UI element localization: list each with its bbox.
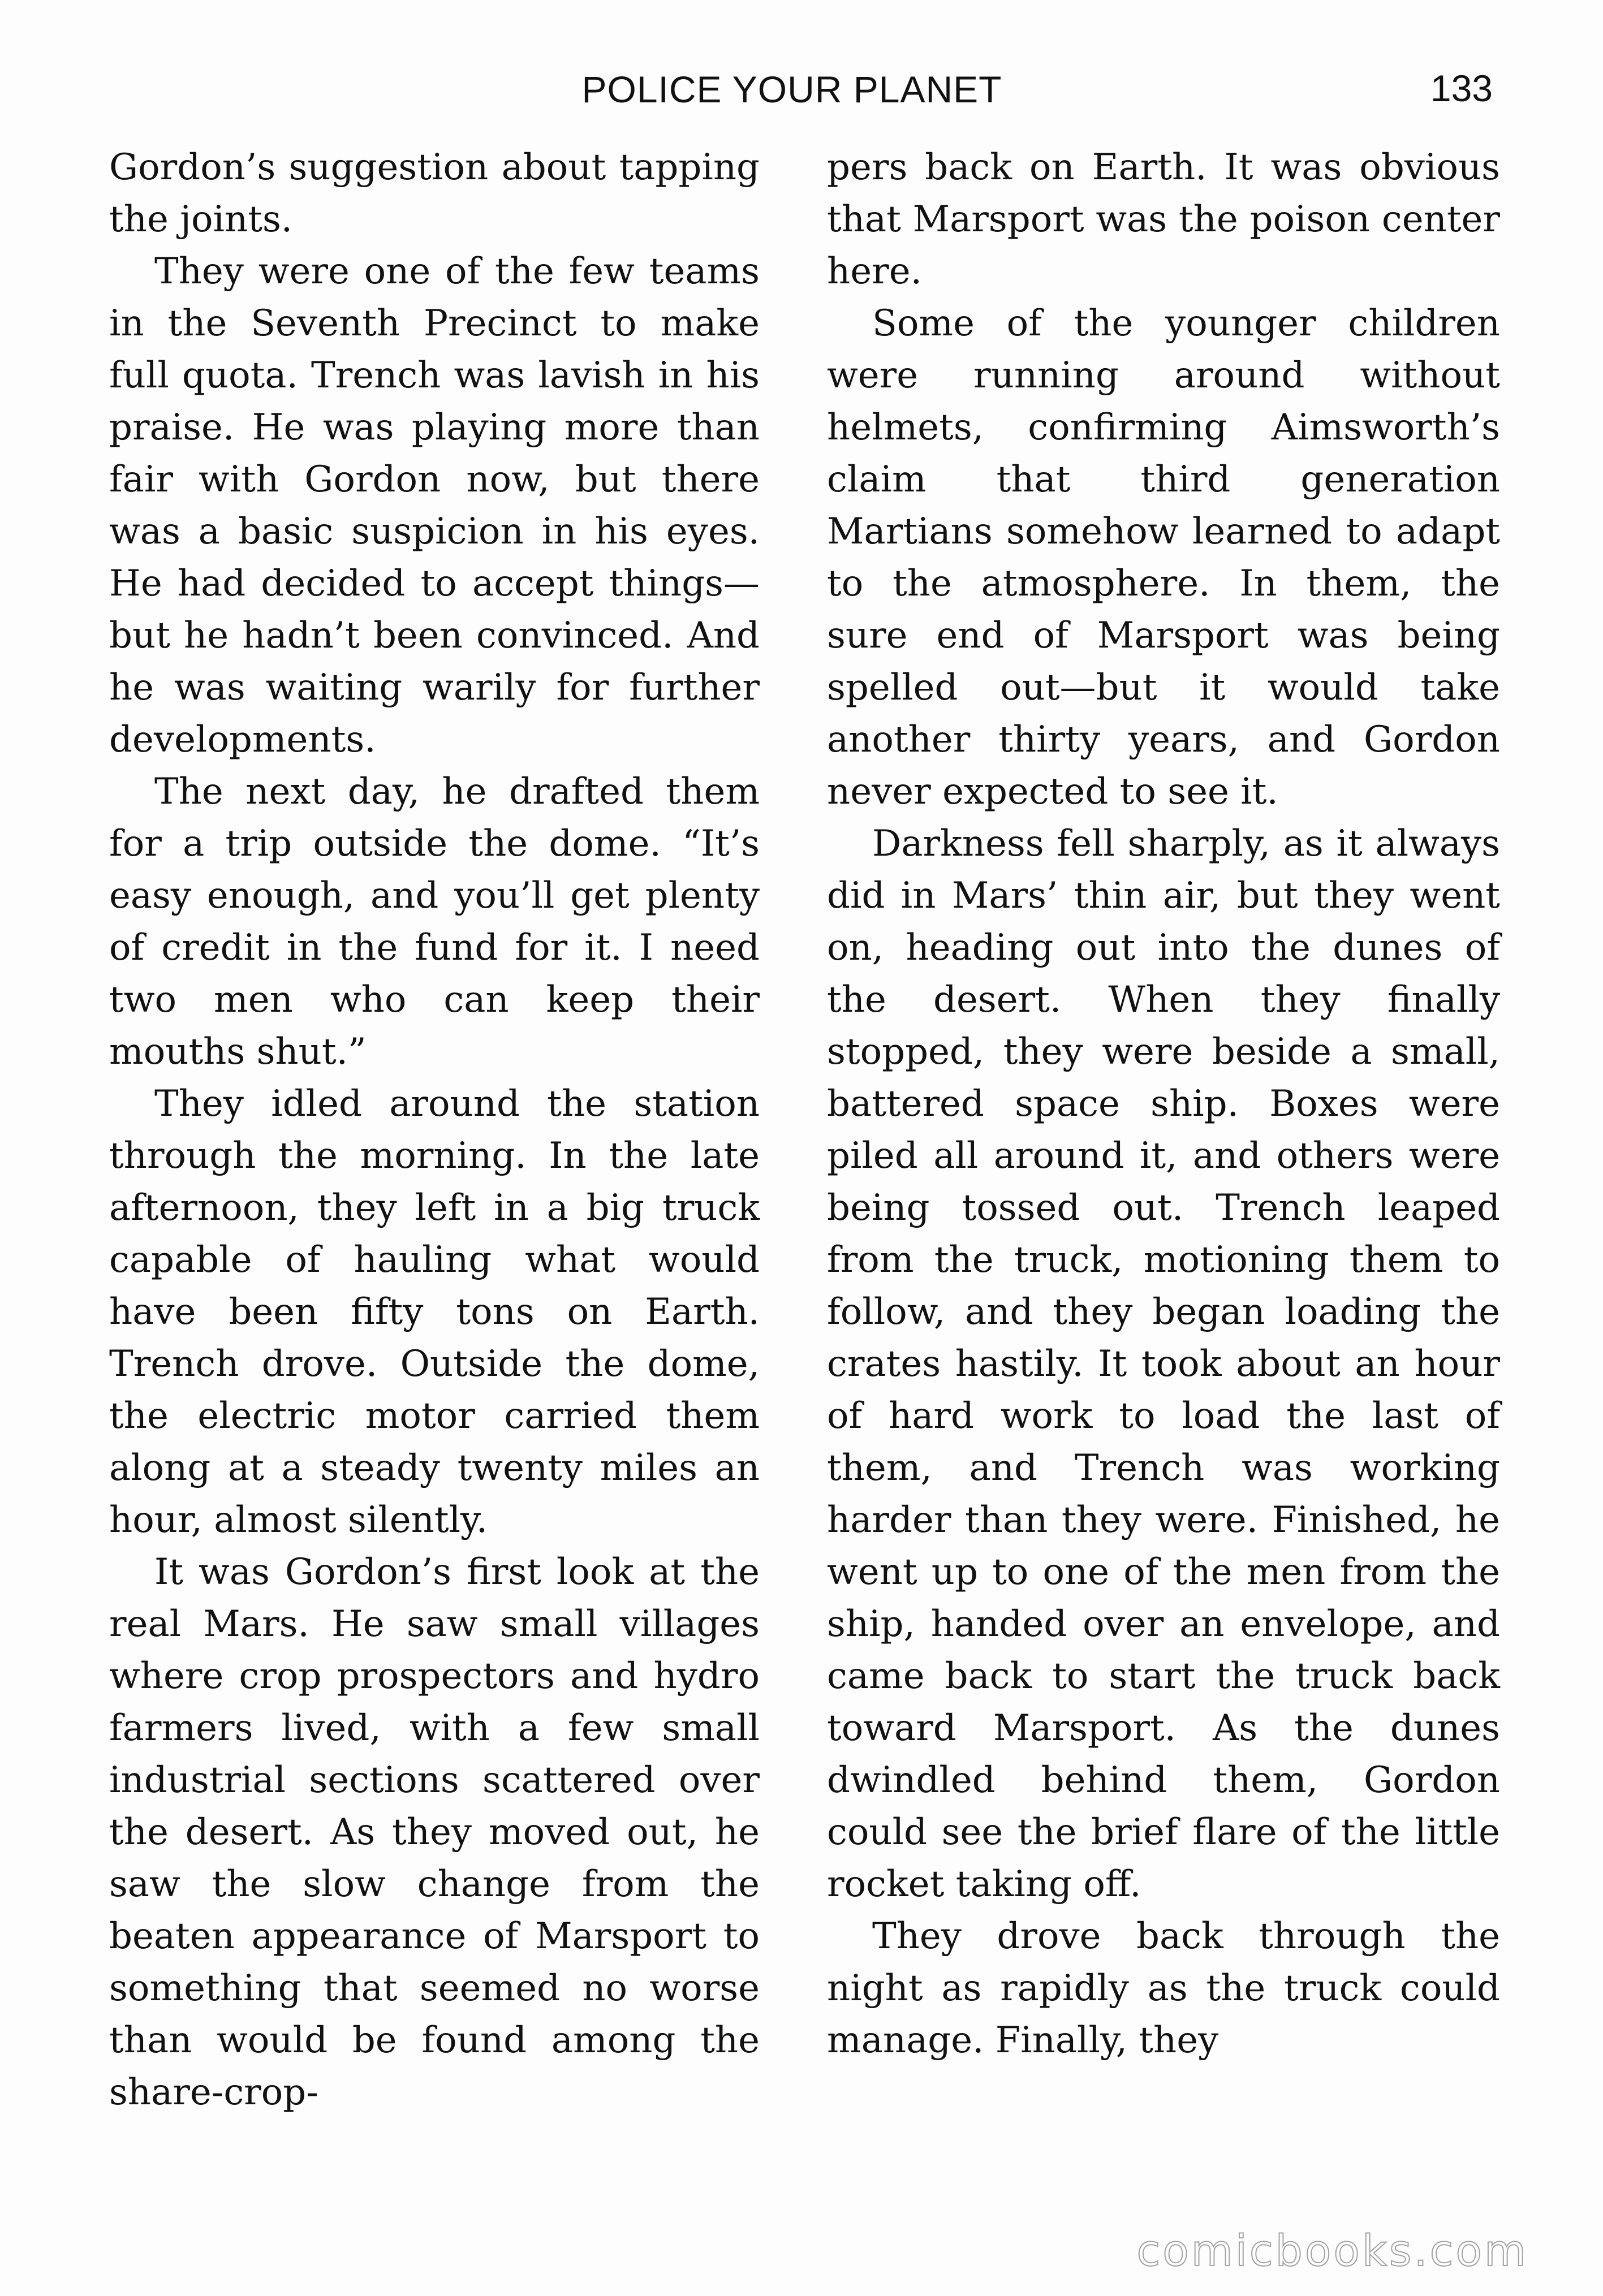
paragraph: It was Gordon’s first look at the real Mars. He saw small villages where crop prospectors and hydro farmers lived, with a few small industrial sections scattered over the desert. As they moved out, he saw the slow change from the beaten appearance of Marsport to something that seemed no worse than would be found among the share-crop- <box>109 1551 760 2113</box>
running-head: POLICE YOUR PLANET <box>581 68 1002 110</box>
right-column <box>827 141 1500 2066</box>
watermark: comicbooks.com <box>1136 2225 1528 2276</box>
paragraph: They idled around the station through the morning. In the late afternoon, they left in a big truck capable of hauling what would have been fifty tons on Earth. Trench drove. Outside the dome, the electric motor carried them along at a steady twenty miles an hour, almost silently. <box>109 1083 760 1541</box>
paragraph: Gordon’s suggestion about tapping the joints. <box>109 146 760 240</box>
paragraph: pers back on Earth. It was obvious that Marsport was the poison center here. <box>827 146 1500 292</box>
left-column <box>109 141 760 2118</box>
paragraph: Some of the younger children were running around without helmets, confirming Aimsworth’s claim that third generation Martians somehow learned to adapt to the atmosphere. In them, the sure end of Marsport was being spelled out—but it would take another thirty years, and Gordon never expected to see it. <box>827 303 1500 813</box>
paragraph: Darkness fell sharply, as it always did in Mars’ thin air, but they went on, heading out into the dunes of the desert. When they finally stopped, they were beside a small, battered space ship. Boxes were piled all around it, and others were being tossed out. Trench leaped from the truck, motioning them to follow, and they began loading the crates hastily. It took about an hour of hard work to load the last of them, and Trench was working harder than they were. Finished, he went up to one of the men from the ship, handed over an envelope, and came back to start the truck back toward Marsport. As the dunes dwindled behind them, Gordon could see the brief flare of the little rocket taking off. <box>827 823 1500 1905</box>
page-number: 133 <box>1430 67 1493 109</box>
paragraph: They were one of the few teams in the Seventh Precinct to make full quota. Trench was lavish in his praise. He was playing more than fair with Gordon now, but there was a basic suspicion in his eyes. He had decided to accept things—but he hadn’t been convinced. And he was waiting warily for further developments. <box>109 251 760 761</box>
paragraph: They drove back through the night as rapidly as the truck could manage. Finally, they <box>827 1915 1500 2061</box>
paragraph: The next day, he drafted them for a trip outside the dome. “It’s easy enough, and you’ll get plenty of credit in the fund for it. I need two men who can keep their mouths shut.” <box>109 771 760 1073</box>
